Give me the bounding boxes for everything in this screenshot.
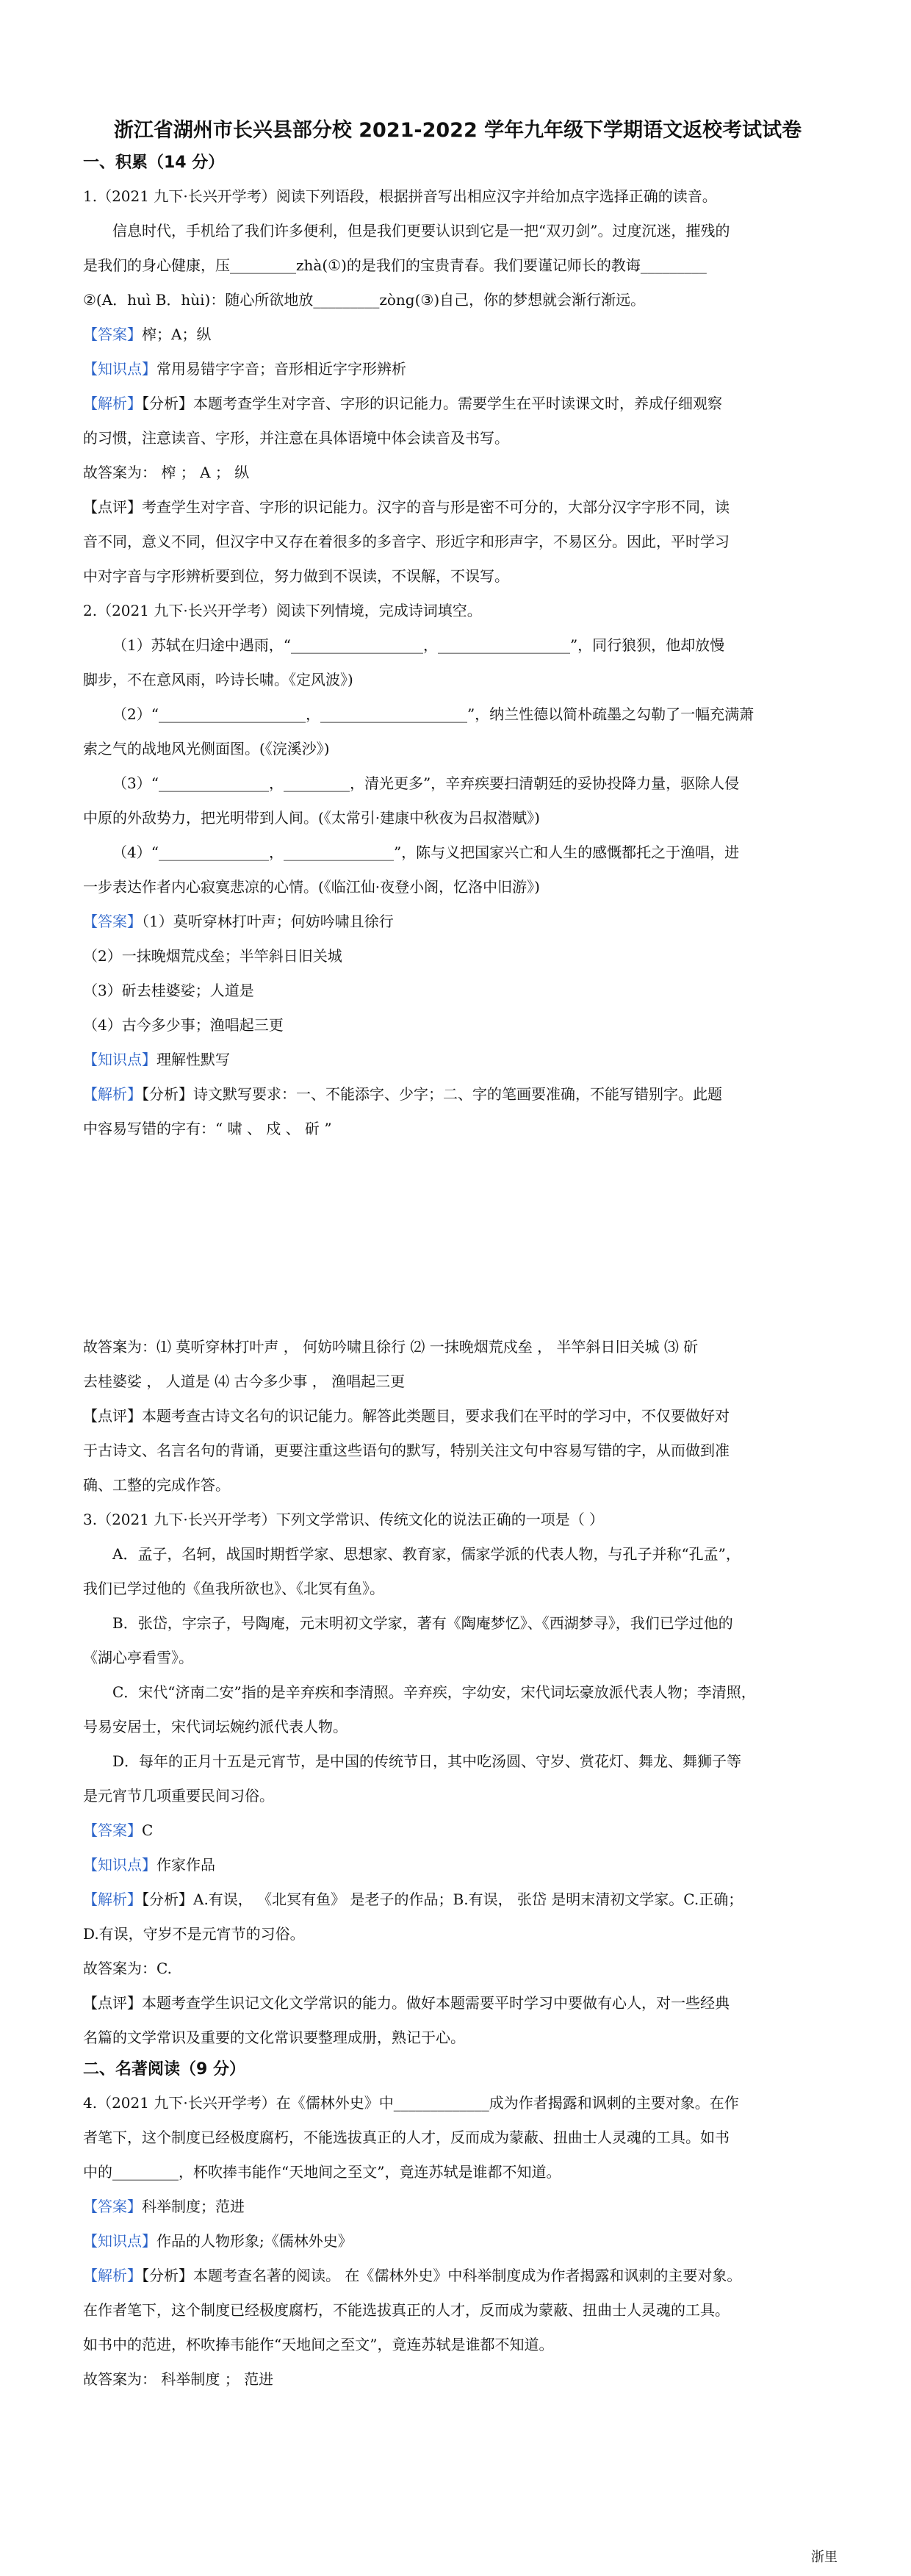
- answer-line: （4）古今多少事；渔唱起三更: [83, 1016, 284, 1034]
- question-stem: 者笔下，这个制度已经极度腐朽，不能选拔真正的人才，反而成为蒙蔽、扭曲士人灵魂的工具。如书: [83, 2129, 730, 2146]
- page-footer: 浙里: [811, 2550, 838, 2565]
- final-answer: 故答案为：C.: [83, 1960, 172, 1977]
- final-answer: 去桂婆娑 ， 人道是 ⑷ 古今多少事 ， 渔唱起三更: [83, 1372, 406, 1390]
- knowledge-point-tag: 【知识点】: [83, 1856, 156, 1874]
- analysis-tag: 【解析】: [83, 395, 142, 412]
- passage-line: ②(A．huì B．hùi)：随心所欲地放_________zòng(③)自己，你的梦想就会渐行渐远。: [83, 291, 646, 309]
- review-text: 考查学生对字音、字形的识记能力。汉字的音与形是密不可分的，大部分汉字字形不同，读: [142, 498, 730, 516]
- knowledge-point-tag: 【知识点】: [83, 1051, 156, 1068]
- item-line: 中原的外敌势力，把光明带到人间。(《太常引·建康中秋夜为吕叔潜赋》): [83, 809, 540, 827]
- review-line: [83, 1986, 832, 2021]
- question-2: [83, 594, 832, 1503]
- analysis-tag: 【解析】: [83, 1890, 142, 1908]
- passage-line: 信息时代，手机给了我们许多便利，但是我们更要认识到它是一把“双刃剑”。过度沉迷，摧残的: [112, 222, 730, 240]
- item-line: 脚步，不在意风雨，吟诗长啸。《定风波》): [83, 671, 353, 688]
- analysis-text: 【分析】本题考查学生对字音、字形的识记能力。需要学生在平时读课文时，养成仔细观察: [142, 395, 722, 412]
- knowledge-point-tag: 【知识点】: [83, 2232, 156, 2250]
- question-1: [83, 179, 832, 594]
- knowledge-point-line: [83, 1043, 832, 1077]
- question-3: [83, 1503, 832, 2055]
- knowledge-point-text: 理解性默写: [156, 1051, 230, 1068]
- answer-tag: 【答案】: [83, 2198, 142, 2215]
- option-a: A．孟子，名轲，战国时期哲学家、思想家、教育家，儒家学派的代表人物，与孔子并称“孔孟”，: [112, 1545, 741, 1563]
- answer-line: （3）斫去桂婆娑；人道是: [83, 982, 254, 999]
- analysis-line: 如书中的范进，杯吹捧韦能作“天地间之至文”，竟连苏轼是谁都不知道。: [83, 2336, 554, 2353]
- item-line: 索之气的战地风光侧面图。(《浣溪沙》): [83, 740, 330, 758]
- analysis-text: 【分析】本题考查名著的阅读。 在《儒林外史》中科举制度成为作者揭露和讽刺的主要对象。: [142, 2267, 742, 2284]
- analysis-line: D.有误，守岁不是元宵节的习俗。: [83, 1925, 305, 1943]
- review-line: 名篇的文学常识及重要的文化常识要整理成册，熟记于心。: [83, 2029, 465, 2046]
- answer-text: 科举制度；范进: [142, 2198, 245, 2215]
- review-tag: 【点评】: [83, 1407, 142, 1425]
- analysis-line: 在作者笔下，这个制度已经极度腐朽，不能选拔真正的人才，反而成为蒙蔽、扭曲士人灵魂的工具。: [83, 2301, 730, 2319]
- knowledge-point-text: 常用易错字字音；音形相近字字形辨析: [156, 360, 406, 378]
- review-text: 本题考查古诗文名句的识记能力。解答此类题目，要求我们在平时的学习中，不仅要做好对: [142, 1407, 730, 1425]
- analysis-text: 【分析】A.有误， 《北冥有鱼》 是老子的作品；B.有误， 张岱 是明末清初文学家。C.正确；: [142, 1890, 743, 1908]
- review-line: [83, 490, 832, 525]
- answer-line: （2）一抹晚烟荒戍垒；半竿斜日旧关城: [83, 947, 342, 965]
- answer-tag: 【答案】: [83, 913, 142, 930]
- question-4: [83, 2086, 832, 2397]
- option-c: C．宋代“济南二安”指的是辛弃疾和李清照。辛弃疾，字幼安，宋代词坛豪放派代表人物；李清照，: [112, 1683, 756, 1701]
- answer-text: （1）莫听穿林打叶声；何妨吟啸且徐行: [142, 913, 394, 930]
- item-line: 一步表达作者内心寂寞悲凉的心情。(《临江仙·夜登小阁，忆洛中旧游》): [83, 878, 540, 896]
- analysis-line: [83, 1882, 832, 1917]
- review-line: 中对字音与字形辨析要到位，努力做到不误读，不误解，不误写。: [83, 567, 509, 585]
- analysis-line: [83, 2259, 832, 2293]
- final-answer: 故答案为： 科举制度 ； 范进: [83, 2370, 274, 2388]
- answer-tag: 【答案】: [83, 1821, 142, 1839]
- review-tag: 【点评】: [83, 1994, 142, 2012]
- review-text: 本题考查学生识记文化文学常识的能力。做好本题需要平时学习中要做有心人，对一些经典: [142, 1994, 730, 2012]
- option-d: D．每年的正月十五是元宵节，是中国的传统节日，其中吃汤圆、守岁、赏花灯、舞龙、舞狮子等: [112, 1752, 742, 1770]
- review-line: [83, 1399, 832, 1433]
- option-b-cont: 《湖心亭看雪》。: [83, 1649, 193, 1666]
- final-answer: 故答案为： 榨 ； A ； 纵: [83, 464, 250, 481]
- review-tag: 【点评】: [83, 498, 142, 516]
- knowledge-point-line: [83, 352, 832, 386]
- review-line: 音不同，意义不同，但汉字中又存在着很多的多音字、形近字和形声字，不易区分。因此，平时学习: [83, 533, 730, 550]
- page-title: 浙江省湖州市长兴县部分校 2021-2022 学年九年级下学期语文返校考试试卷: [113, 119, 802, 142]
- answer-line: [83, 1813, 832, 1848]
- answer-line: [83, 2190, 832, 2224]
- knowledge-point-text: 作品的人物形象;《儒林外史》: [156, 2232, 353, 2250]
- answer-text: 榨；A；纵: [142, 325, 212, 343]
- item-line: （4）“_______________，_______________”，陈与义把国家兴亡和人生的感慨都托之于渔唱，进: [112, 843, 740, 861]
- analysis-line: 的习惯，注意读音、字形，并注意在具体语境中体会读音及书写。: [83, 429, 509, 447]
- knowledge-point-line: [83, 1848, 832, 1882]
- question-stem: 中的_________，杯吹捧韦能作“天地间之至文”，竟连苏轼是谁都不知道。: [83, 2163, 561, 2181]
- answer-line: [83, 904, 832, 939]
- option-a-cont: 我们已学过他的《鱼我所欲也》、《北冥有鱼》。: [83, 1580, 384, 1597]
- item-line: （3）“_______________，_________，清光更多”，辛弃疾要扫清朝廷的妥协投降力量，驱除人侵: [112, 774, 740, 792]
- review-line: 确、工整的完成作答。: [83, 1476, 230, 1494]
- item-line: （1）苏轼在归途中遇雨，“__________________，__________________”，同行狼狈，他却放慢: [112, 636, 725, 654]
- analysis-tag: 【解析】: [83, 2267, 142, 2284]
- review-line: 于古诗文、名言名句的背诵，更要注重这些语句的默写，特别关注文句中容易写错的字，从而做到准: [83, 1442, 730, 1459]
- analysis-line: [83, 386, 832, 421]
- question-stem: 3.（2021 九下·长兴开学考）下列文学常识、传统文化的说法正确的一项是（ ）: [83, 1511, 605, 1528]
- answer-tag: 【答案】: [83, 325, 142, 343]
- knowledge-point-tag: 【知识点】: [83, 360, 156, 378]
- analysis-tag: 【解析】: [83, 1085, 142, 1103]
- final-answer: 故答案为：⑴ 莫听穿林打叶声 ， 何妨吟啸且徐行 ⑵ 一抹晚烟荒戍垒 ， 半竿斜日旧关城 ⑶ 斫: [83, 1338, 699, 1356]
- answer-line: [83, 317, 832, 352]
- answer-text: C: [142, 1821, 154, 1839]
- passage-line: 是我们的身心健康，压_________zhà(①)的是我们的宝贵青春。我们要谨记师长的教诲_________: [83, 256, 707, 274]
- section-heading-2: 二、名著阅读（9 分）: [83, 2060, 245, 2079]
- knowledge-point-text: 作家作品: [156, 1856, 215, 1874]
- section-heading-1: 一、积累（14 分）: [83, 154, 225, 172]
- question-stem: 4.（2021 九下·长兴开学考）在《儒林外史》中_____________成为作者揭露和讽刺的主要对象。在作: [83, 2094, 739, 2112]
- blank-space: [83, 1146, 832, 1330]
- option-d-cont: 是元宵节几项重要民间习俗。: [83, 1787, 274, 1805]
- analysis-text: 【分析】诗文默写要求：一、不能添字、少字；二、字的笔画要准确，不能写错别字。此题: [142, 1085, 722, 1103]
- option-c-cont: 号易安居士，宋代词坛婉约派代表人物。: [83, 1718, 348, 1735]
- document-body: [83, 116, 832, 2397]
- question-stem: 2.（2021 九下·长兴开学考）阅读下列情境，完成诗词填空。: [83, 602, 482, 619]
- knowledge-point-line: [83, 2224, 832, 2259]
- analysis-line: 中容易写错的字有：“ 啸 、 戍 、 斫 ”: [83, 1120, 332, 1137]
- question-stem: 1.（2021 九下·长兴开学考）阅读下列语段，根据拼音写出相应汉字并给加点字选择正确的读音。: [83, 187, 717, 205]
- option-b: B．张岱，字宗子，号陶庵，元末明初文学家，著有《陶庵梦忆》、《西湖梦寻》，我们已学过他的: [112, 1614, 733, 1632]
- analysis-line: [83, 1077, 832, 1112]
- item-line: （2）“____________________，____________________”，纳兰性德以简朴疏墨之勾勒了一幅充满萧: [112, 705, 755, 723]
